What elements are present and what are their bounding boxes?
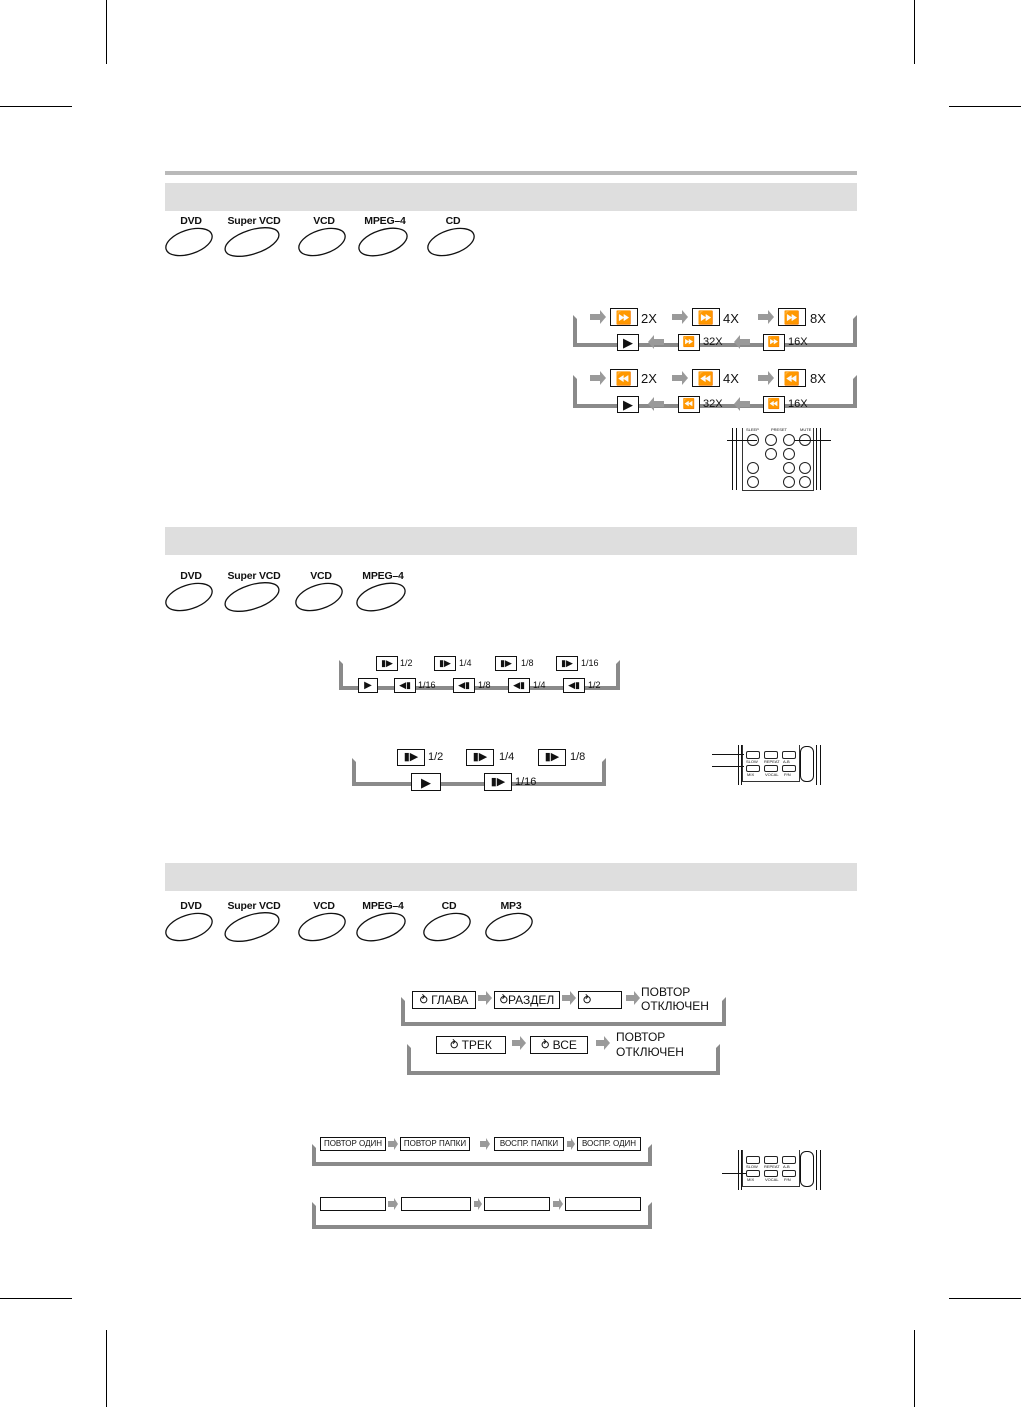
badge-vcd: [295, 570, 347, 614]
callout-line: [795, 440, 831, 441]
remote-key: [746, 765, 760, 772]
speed-label: 8X: [810, 311, 826, 326]
crop-mark: [0, 106, 72, 107]
speed-label: 1/8: [478, 680, 491, 690]
badge-dvd: [165, 900, 217, 944]
badge-label: Super VCD: [227, 570, 281, 582]
repeat-option: ВОСПР. ОДИН: [581, 1139, 637, 1148]
remote-label: P/N: [784, 1177, 791, 1182]
repeat-off-label: ОТКЛЮЧЕН: [641, 999, 709, 1013]
speed-label: 1/8: [521, 658, 534, 668]
format-badges-scan: [165, 215, 485, 259]
repeat-off-label: ПОВТОР: [641, 985, 691, 999]
rewind-icon: ⏪: [692, 369, 720, 387]
play-icon: ▶: [617, 396, 639, 413]
remote-label: MIX: [747, 1177, 755, 1182]
remote-edge: [738, 745, 742, 785]
remote-label: VOCAL: [765, 772, 779, 777]
remote-label: SLEEP: [746, 427, 759, 432]
remote-edge: [816, 1150, 821, 1190]
badge-label: DVD: [180, 900, 202, 912]
speed-label: 2X: [641, 371, 657, 386]
badge-dvd: [165, 570, 217, 614]
rewind-icon: ⏪: [763, 396, 785, 413]
badge-cd: [423, 900, 475, 944]
slow-forward-icon: ▮▶: [495, 656, 517, 671]
volume-rocker: [800, 1151, 814, 1187]
repeat-track-box: [436, 1036, 506, 1054]
badge-mpeg4: [357, 215, 413, 259]
speed-label: 1/16: [581, 658, 599, 668]
remote-label: VOCAL: [765, 1177, 779, 1182]
badge-label: DVD: [180, 570, 202, 582]
play-icon: ▶: [617, 334, 639, 351]
remote-key: [764, 1170, 778, 1177]
remote-button: [747, 462, 759, 474]
speed-label: 1/8: [570, 751, 586, 763]
remote-button: [799, 476, 811, 488]
remote-label: P/N: [784, 772, 791, 777]
repeat-icon: ⥁: [583, 993, 592, 1007]
badge-label: Super VCD: [227, 215, 281, 227]
crop-mark: [106, 0, 107, 64]
badge-label: MPEG–4: [362, 570, 404, 582]
repeat-one-box: [320, 1137, 386, 1151]
remote-key: [746, 1156, 760, 1164]
remote-edge: [816, 745, 821, 785]
crop-mark: [949, 106, 1021, 107]
badge-cd: [427, 215, 479, 259]
repeat-folder-box: [400, 1137, 470, 1151]
badge-svcd: [222, 570, 286, 614]
play-folder-box: [494, 1137, 564, 1151]
ff-icon: ⏩: [778, 308, 806, 326]
remote-key: [782, 1170, 796, 1177]
crop-mark: [914, 0, 915, 64]
slow-reverse-icon: ◀▮: [563, 678, 585, 693]
repeat-option: ПОВТОР ПАПКИ: [403, 1139, 467, 1148]
remote-label: REPEAT: [764, 759, 780, 764]
format-badges-slow: [165, 570, 425, 614]
speed-label: 16X: [788, 336, 808, 348]
remote-edge: [738, 1150, 742, 1190]
volume-rocker: [800, 746, 814, 782]
speed-label: 2X: [641, 311, 657, 326]
repeat-off-label: ПОВТОР: [616, 1030, 666, 1044]
remote-button: [765, 448, 777, 460]
speed-label: 4X: [723, 311, 739, 326]
speed-label: 1/16: [418, 680, 436, 690]
remote-illustration: [742, 428, 814, 491]
section-band-scan: [165, 183, 857, 211]
rewind-icon: ⏪: [678, 396, 700, 413]
repeat-all-box: [578, 991, 622, 1009]
remote-edge: [816, 428, 821, 490]
remote-key: [764, 765, 778, 772]
rewind-icon: ⏪: [778, 369, 806, 387]
speed-label: 32X: [703, 336, 723, 348]
repeat-option: ВОСПР. ПАПКИ: [499, 1139, 559, 1148]
slow-reverse-icon: ◀▮: [508, 678, 530, 693]
remote-label: A-B: [783, 1164, 790, 1169]
play-icon: ▶: [358, 678, 378, 693]
blank-box: [484, 1197, 550, 1211]
blank-box: [320, 1197, 386, 1211]
repeat-option: РАЗДЕЛ: [507, 993, 555, 1007]
crop-mark: [949, 1298, 1021, 1299]
remote-illustration: [742, 745, 800, 782]
slow-forward-icon: ▮▶: [484, 773, 512, 791]
repeat-option: ПОВТОР ОДИН: [323, 1139, 383, 1148]
remote-button: [799, 462, 811, 474]
blank-box: [565, 1197, 641, 1211]
crop-mark: [914, 1330, 915, 1407]
play-icon: ▶: [411, 773, 441, 791]
section-band-slow: [165, 527, 857, 555]
badge-label: MPEG–4: [362, 900, 404, 912]
crop-mark: [106, 1330, 107, 1407]
format-badges-repeat: [165, 900, 545, 944]
repeat-icon: ⥁: [541, 1038, 553, 1052]
badge-dvd: [165, 215, 217, 259]
repeat-option: ТРЕК: [461, 1038, 492, 1052]
ff-icon: ⏩: [610, 308, 638, 326]
speed-label: 1/16: [515, 776, 537, 788]
remote-label: SLOW: [746, 759, 758, 764]
speed-label: 1/2: [400, 658, 413, 668]
badge-label: DVD: [180, 215, 202, 227]
blank-box: [401, 1197, 471, 1211]
badge-label: CD: [441, 900, 457, 912]
remote-button: [765, 434, 777, 446]
badge-label: MP3: [500, 900, 522, 912]
repeat-all-box: [530, 1036, 588, 1054]
rewind-icon: ⏪: [610, 369, 638, 387]
speed-label: 1/4: [533, 680, 546, 690]
slow-forward-icon: ▮▶: [538, 749, 566, 766]
badge-mp3: [485, 900, 537, 944]
speed-label: 8X: [810, 371, 826, 386]
repeat-title-box: [494, 991, 560, 1009]
remote-key: [782, 751, 796, 759]
slow-key: [746, 751, 760, 759]
speed-label: 32X: [703, 398, 723, 410]
repeat-icon: ⥁: [499, 993, 508, 1007]
badge-svcd: [222, 215, 286, 259]
badge-label: VCD: [313, 215, 335, 227]
remote-key: [782, 1156, 796, 1164]
repeat-option: ГЛАВА: [431, 993, 469, 1007]
remote-label: REPEAT: [764, 1164, 780, 1169]
badge-vcd: [298, 215, 350, 259]
repeat-icon: ⥁: [450, 1038, 462, 1052]
remote-key: [764, 751, 778, 759]
remote-label: SLOW: [746, 1164, 758, 1169]
badge-label: MPEG–4: [364, 215, 406, 227]
remote-illustration: [742, 1150, 800, 1187]
slow-forward-icon: ▮▶: [376, 656, 398, 671]
ff-icon: ⏩: [763, 334, 785, 351]
remote-button: [783, 448, 795, 460]
slow-forward-icon: ▮▶: [397, 749, 425, 766]
repeat-key: [746, 1170, 760, 1177]
badge-svcd: [222, 900, 286, 944]
badge-mpeg4: [355, 900, 411, 944]
remote-label: A-B: [783, 759, 790, 764]
slow-forward-icon: ▮▶: [556, 656, 578, 671]
remote-key: [764, 1156, 778, 1164]
badge-label: VCD: [310, 570, 332, 582]
repeat-chapter-box: [412, 991, 476, 1009]
remote-label: PRESET: [771, 427, 788, 432]
remote-button: [783, 462, 795, 474]
badge-label: CD: [445, 215, 461, 227]
remote-button: [783, 476, 795, 488]
badge-mpeg4: [355, 570, 411, 614]
repeat-off-label: ОТКЛЮЧЕН: [616, 1045, 684, 1059]
remote-label: MIX: [747, 772, 755, 777]
remote-key: [782, 765, 796, 772]
remote-button: [747, 476, 759, 488]
callout-line: [722, 1173, 746, 1174]
slow-reverse-icon: ◀▮: [453, 678, 475, 693]
section-band-repeat: [165, 863, 857, 891]
slow-forward-icon: ▮▶: [466, 749, 494, 766]
badge-label: VCD: [313, 900, 335, 912]
speed-label: 1/4: [499, 751, 515, 763]
speed-label: 4X: [723, 371, 739, 386]
slow-forward-icon: ▮▶: [434, 656, 456, 671]
badge-label: Super VCD: [227, 900, 281, 912]
ff-icon: ⏩: [692, 308, 720, 326]
ff-icon: ⏩: [678, 334, 700, 351]
remote-button: [783, 434, 795, 446]
remote-label: MUTE: [800, 427, 812, 432]
top-rule: [165, 171, 857, 175]
play-one-box: [577, 1137, 641, 1151]
speed-label: 16X: [788, 398, 808, 410]
speed-label: 1/2: [428, 751, 444, 763]
speed-label: 1/4: [459, 658, 472, 668]
crop-mark: [0, 1298, 72, 1299]
remote-edge: [732, 428, 737, 490]
speed-label: 1/2: [588, 680, 601, 690]
repeat-icon: ⥁: [419, 993, 432, 1007]
repeat-option: ВСЕ: [552, 1038, 577, 1052]
badge-vcd: [298, 900, 350, 944]
slow-reverse-icon: ◀▮: [394, 678, 416, 693]
